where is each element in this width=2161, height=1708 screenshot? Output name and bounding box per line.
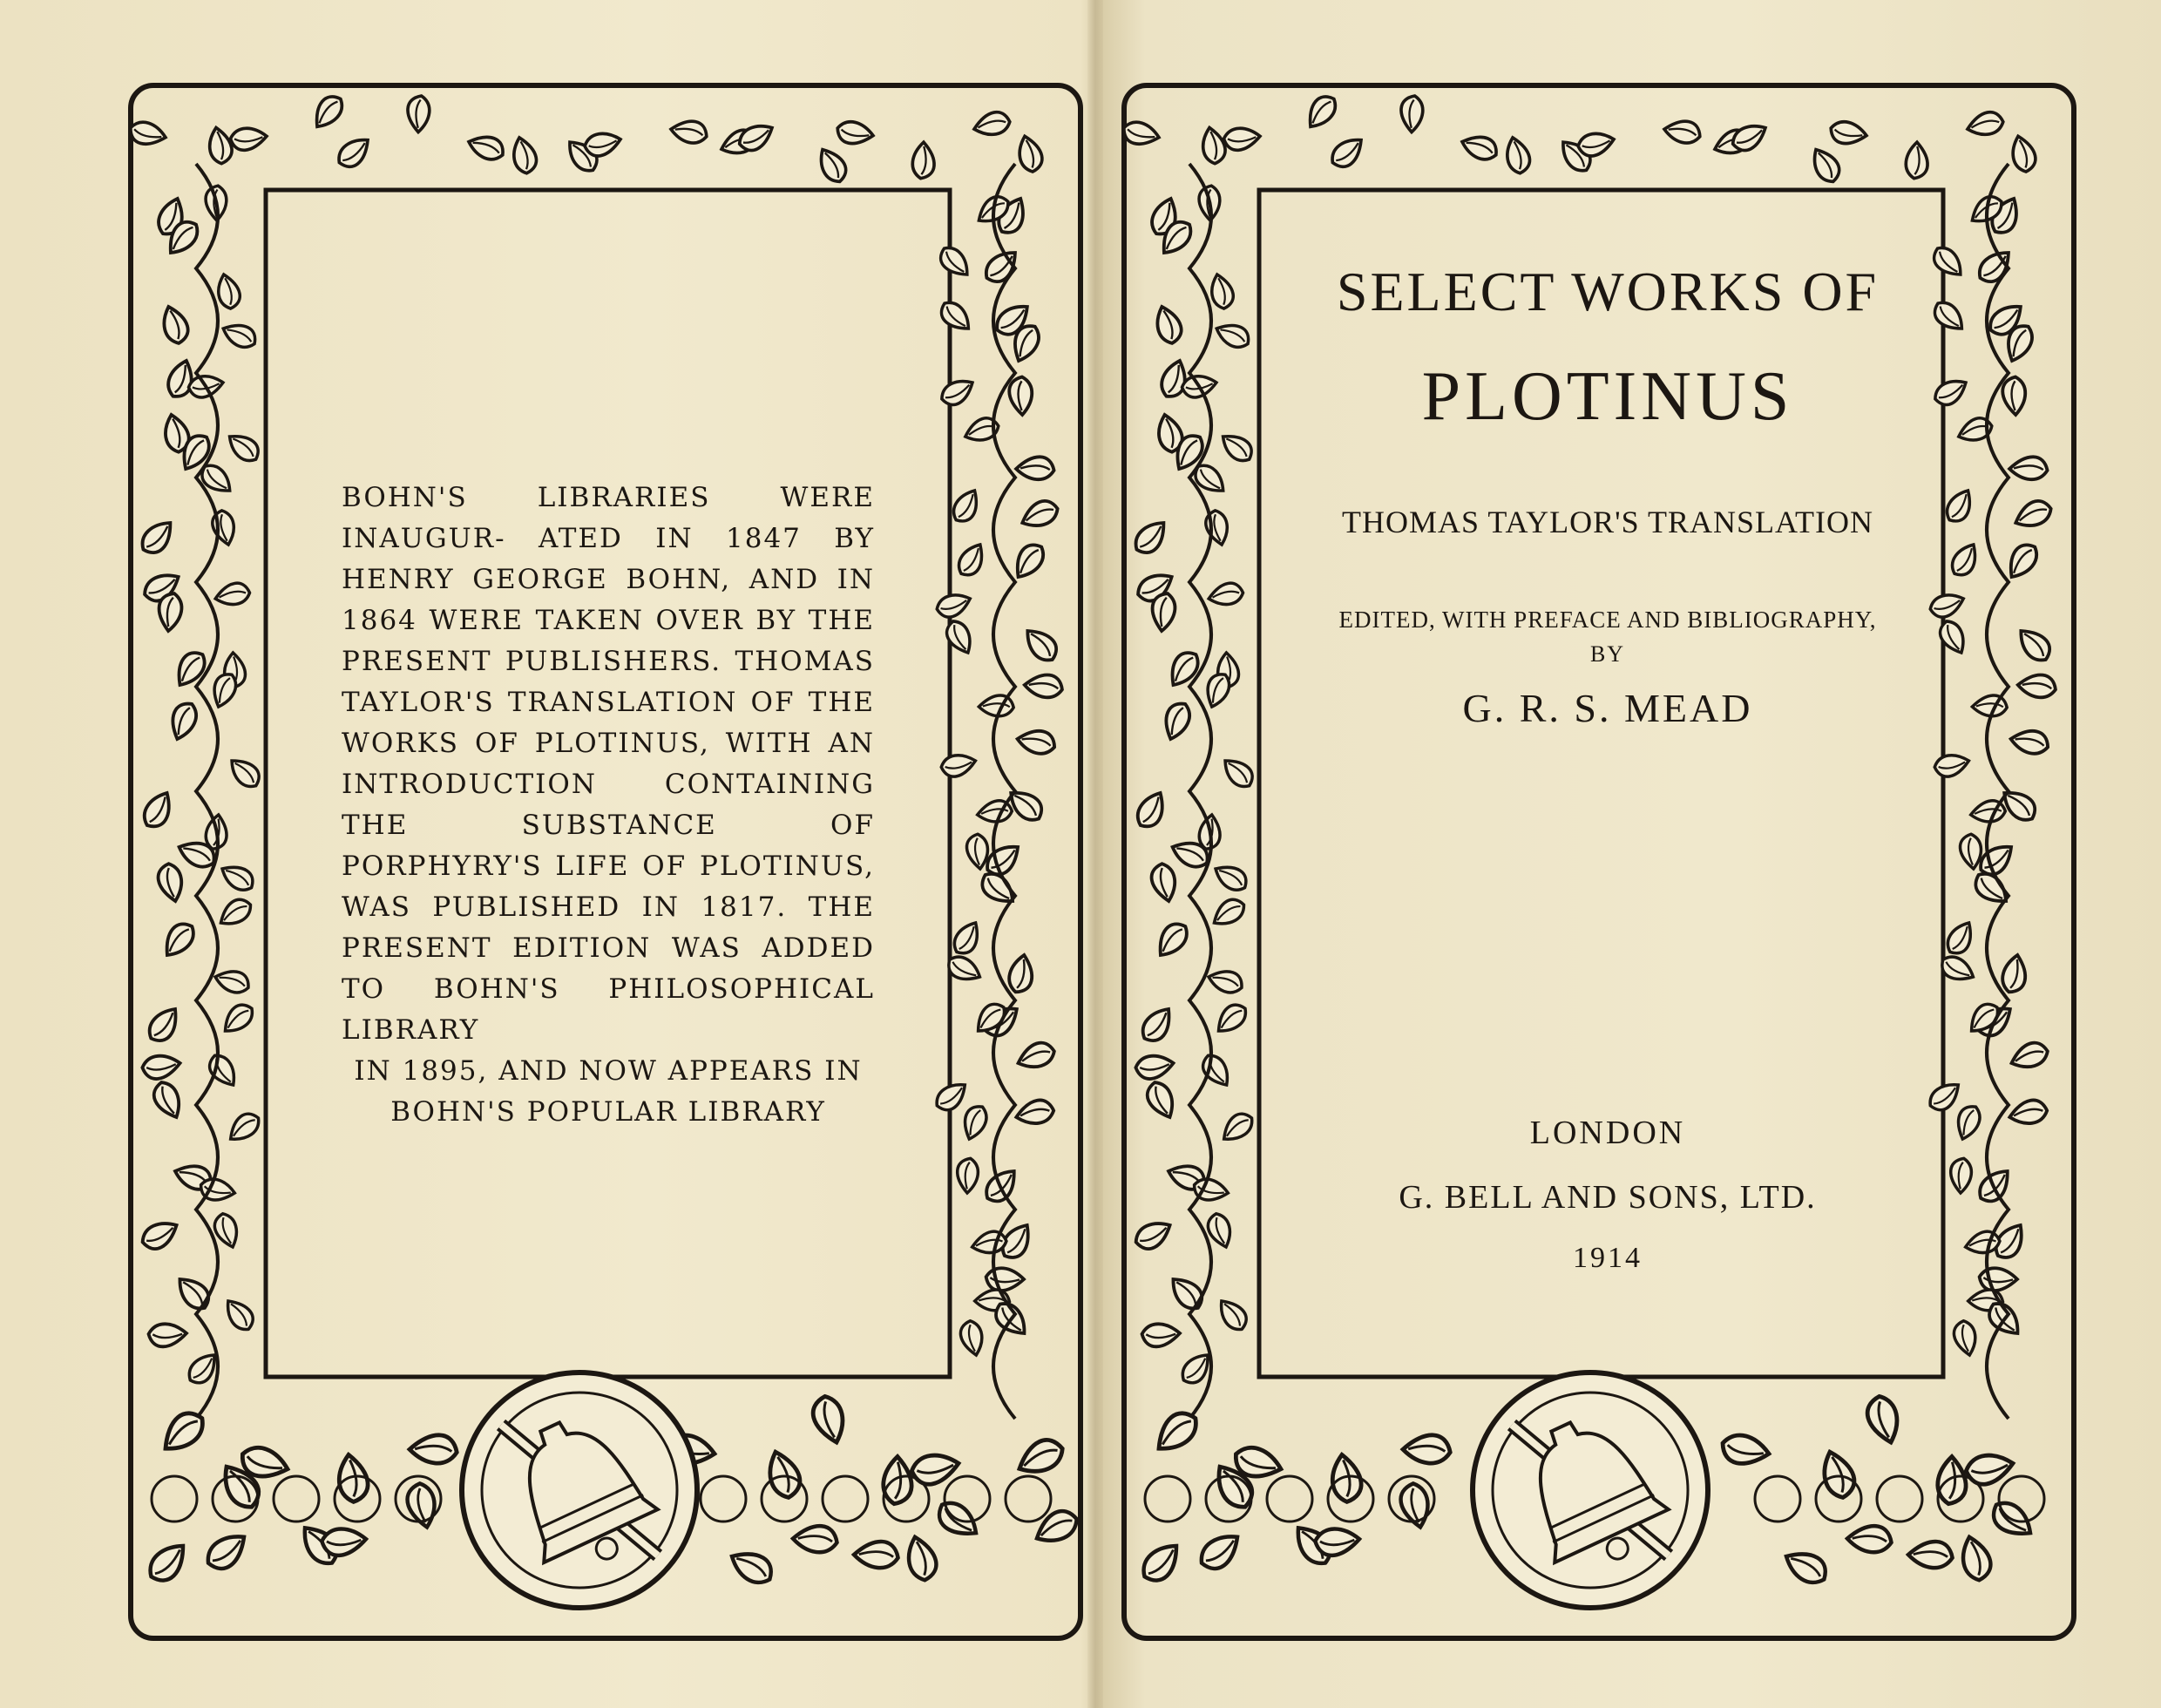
publisher-name: G. BELL AND SONS, LTD.: [1399, 1179, 1817, 1216]
translation-line: THOMAS TAYLOR'S TRANSLATION: [1341, 505, 1873, 539]
colophon-line: SUBSTANCE OF PORPHYRY'S LIFE OF: [342, 810, 875, 882]
colophon-line: OVER BY THE PRESENT PUBLISHERS.: [342, 605, 875, 677]
colophon-line: THE WORKS OF PLOTINUS, WITH AN: [342, 687, 875, 759]
colophon-line: PLOTINUS, WAS PUBLISHED IN 1817.: [342, 851, 875, 923]
title-line-2: PLOTINUS: [1421, 358, 1794, 435]
colophon-line: TO BOHN'S PHILOSOPHICAL LIBRARY: [342, 973, 875, 1046]
colophon-line: BOHN, AND IN 1864 WERE TAKEN: [342, 564, 875, 636]
right-page: [1102, 0, 2161, 1708]
colophon-line: THE PRESENT EDITION WAS ADDED: [342, 891, 875, 964]
by-line: BY: [1589, 641, 1626, 667]
editor-name: G. R. S. MEAD: [1462, 686, 1753, 730]
colophon-line: ATED IN 1847 BY HENRY GEORGE: [342, 523, 875, 595]
colophon-text: [342, 478, 875, 1133]
publication-year: 1914: [1573, 1242, 1643, 1274]
title-line-1: SELECT WORKS OF: [1336, 261, 1880, 322]
colophon-line: BOHN'S LIBRARIES WERE INAUGUR-: [342, 482, 875, 554]
colophon-line: IN 1895, AND NOW APPEARS IN: [354, 1055, 863, 1087]
publisher-city: LONDON: [1529, 1115, 1686, 1151]
colophon-line: THOMAS TAYLOR'S TRANSLATION OF: [342, 646, 875, 718]
book-gutter: [1087, 0, 1103, 1708]
colophon-line: INTRODUCTION CONTAINING THE: [342, 769, 875, 841]
floral-border-right: [1102, 0, 2161, 1708]
colophon-line: BOHN'S POPULAR LIBRARY: [390, 1096, 826, 1128]
edited-line: EDITED, WITH PREFACE AND BIBLIOGRAPHY,: [1338, 607, 1877, 633]
